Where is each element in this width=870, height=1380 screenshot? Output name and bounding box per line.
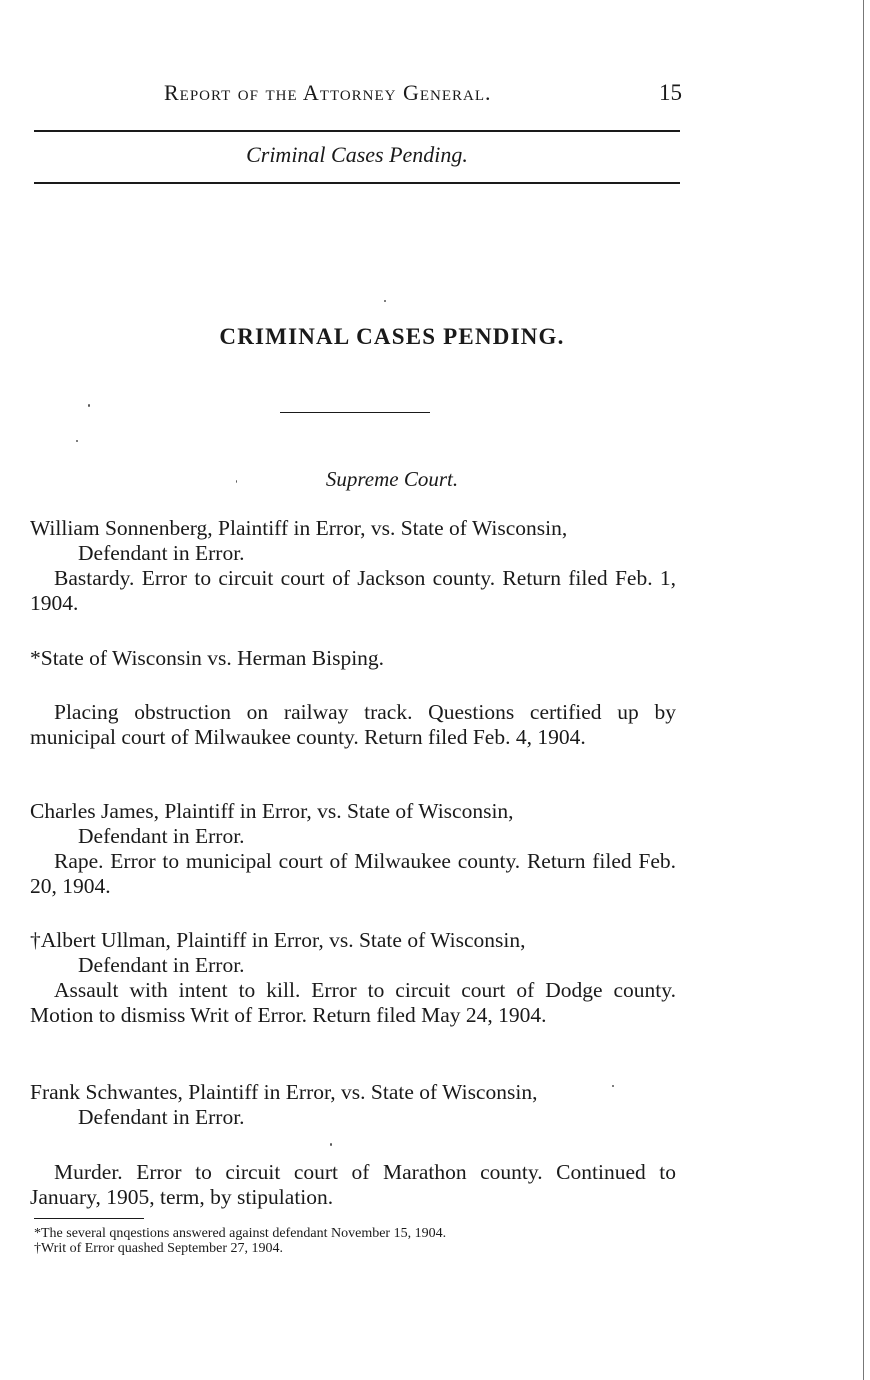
running-head [34,80,682,116]
case-body: Placing obstruction on railway track. Questions certified up by municipal court of Milwaukee county. Return filed Feb. 4, 1904. [30,700,676,749]
footnote: *The several qnqestions answered against defendant November 15, 1904. [34,1226,447,1241]
case-caption: William Sonnenberg, Plaintiff in Error, vs. State of Wisconsin, [30,516,568,540]
scan-speck [330,1143,332,1146]
case-caption: Charles James, Plaintiff in Error, vs. State of Wisconsin, [30,799,514,823]
header-rule-top [34,130,680,132]
case-entry [30,646,676,671]
running-title: Report of the Attorney General. [164,80,492,105]
case-entry [30,516,676,616]
scan-speck [236,480,237,483]
case-body: Assault with intent to kill. Error to circuit court of Dodge county. Motion to dismiss Writ of Error. Return filed May 24, 1904. [30,978,676,1027]
footnotes [34,1226,680,1256]
case-body: Bastardy. Error to circuit court of Jackson county. Return filed Feb. 1, 1904. [30,566,676,615]
case-body: Rape. Error to municipal court of Milwaukee county. Return filed Feb. 20, 1904. [30,849,676,898]
footnote: †Writ of Error quashed September 27, 1904. [34,1241,284,1256]
page-title: CRIMINAL CASES PENDING. [219,324,565,349]
case-caption-continued: Defendant in Error. [78,953,245,977]
scan-speck [76,440,78,442]
case-caption: †Albert Ullman, Plaintiff in Error, vs. State of Wisconsin, [30,928,526,952]
scan-speck [384,300,386,302]
case-body: Murder. Error to circuit court of Marathon county. Continued to January, 1905, term, by stipulation. [30,1160,676,1209]
section-heading: Criminal Cases Pending. [246,142,468,167]
case-caption: Frank Schwantes, Plaintiff in Error, vs. State of Wisconsin, [30,1080,538,1104]
case-caption-continued: Defendant in Error. [78,824,245,848]
case-caption-continued: Defendant in Error. [78,1105,245,1129]
page-edge [863,0,864,1380]
court-heading: Supreme Court. [325,467,459,491]
scan-speck [612,1085,614,1087]
case-caption: *State of Wisconsin vs. Herman Bisping. [30,646,385,670]
case-entry [30,1080,676,1130]
page-number: 15 [659,80,682,105]
case-entry-body [30,1160,676,1210]
header-rule-bottom [34,182,680,184]
scan-speck [88,404,90,407]
case-caption-continued: Defendant in Error. [78,541,245,565]
case-entry-body [30,700,676,750]
case-entry [30,928,676,1028]
case-entry [30,799,676,899]
footnote-rule [34,1218,144,1219]
title-divider [280,412,430,413]
